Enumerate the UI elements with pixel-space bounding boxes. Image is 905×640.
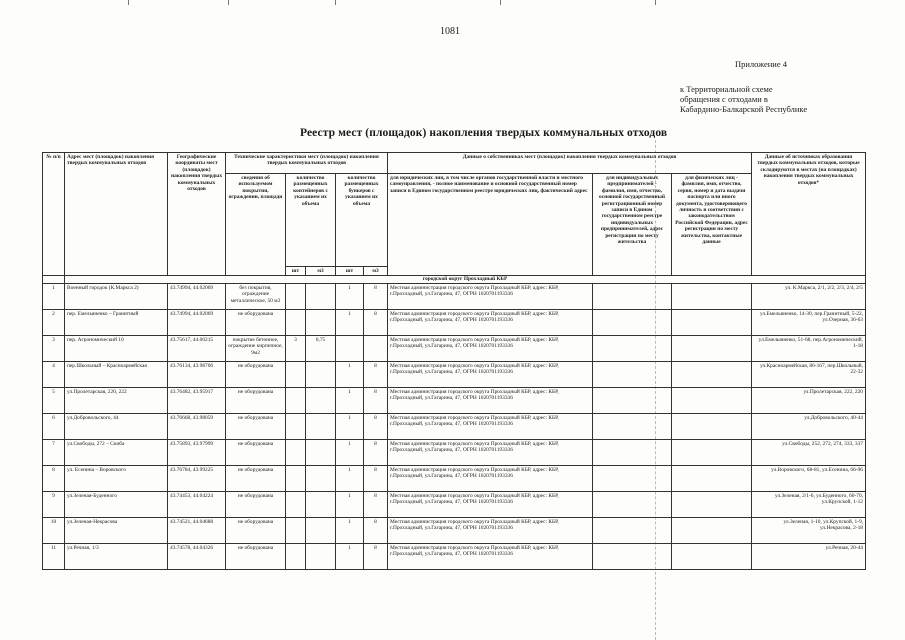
row-number: 6	[43, 413, 65, 439]
row-bunkers-volume: 8	[364, 413, 388, 439]
row-address: пер. Агрономический 10	[65, 335, 168, 361]
appendix-line-4: Кабардино-Балкарской Республике	[680, 104, 808, 114]
header-num: № п/п	[43, 153, 65, 276]
header-tech: Технические характеристики мест (площадок) накопления твердых коммунальных отходов	[226, 153, 388, 174]
row-bunkers-volume	[364, 335, 388, 361]
row-number: 8	[43, 465, 65, 491]
row-owner: Местная администрация городского округа Прохладный КБР, адрес: КБР, г.Прохладный, ул.Гагарина, 47, ОГРН 1020701193336	[388, 517, 593, 543]
row-containers-volume	[306, 283, 336, 309]
header-legal: для юридических лиц, в том числе органов государственной власти и местного самоуправления, - полное наименование и основной государственный номер записи в Едином государственном реестре юридических лиц, фактический адрес	[388, 174, 593, 276]
row-bunkers-count: 1	[336, 283, 364, 309]
row-surface: не оборудована	[226, 413, 286, 439]
row-bunkers-volume: 8	[364, 361, 388, 387]
row-sources: ул.Красноармейская, 86-167, пер.Школьный, 22-32	[752, 361, 866, 387]
row-number: 5	[43, 387, 65, 413]
table-row	[43, 543, 866, 569]
row-number: 9	[43, 491, 65, 517]
header-coords: Географические координаты мест (площадок) накопления твердых коммунальных отходов	[168, 153, 226, 276]
row-number: 3	[43, 335, 65, 361]
row-phys	[672, 387, 752, 413]
row-containers-volume	[306, 465, 336, 491]
row-bunkers-volume: 8	[364, 491, 388, 517]
row-containers-volume	[306, 361, 336, 387]
table-row	[43, 309, 866, 335]
row-containers-count	[286, 361, 306, 387]
row-ip	[593, 465, 672, 491]
header-sources: Данные об источниках образования твердых коммунальных отходов, которые складируются в местах (на площадках) накопления твердых коммунальных отходов*	[752, 153, 866, 276]
row-bunkers-volume: 8	[364, 543, 388, 569]
page-number: 1081	[440, 26, 460, 37]
row-surface: не оборудована	[226, 491, 286, 517]
row-bunkers-volume: 8	[364, 517, 388, 543]
row-surface: не оборудована	[226, 465, 286, 491]
row-bunkers-volume: 8	[364, 283, 388, 309]
row-coords: 43.76482, 43.95917	[168, 387, 226, 413]
row-phys	[672, 361, 752, 387]
row-owner: Местная администрация городского округа Прохладный КБР, адрес: КБР, г.Прохладный, ул.Гагарина, 47, ОГРН 1020701193336	[388, 361, 593, 387]
row-containers-count	[286, 491, 306, 517]
row-coords: 43.76784, 43.99225	[168, 465, 226, 491]
row-ip	[593, 309, 672, 335]
table-header	[43, 153, 866, 276]
row-ip	[593, 491, 672, 517]
row-containers-count: 3	[286, 335, 306, 361]
row-ip	[593, 543, 672, 569]
row-bunkers-count	[336, 335, 364, 361]
row-number: 4	[43, 361, 65, 387]
table-body	[43, 276, 866, 569]
row-ip	[593, 387, 672, 413]
document-title: Реестр мест (площадок) накопления твердых коммунальных отходов	[300, 127, 668, 139]
header-surface: сведения об используемом покрытии, ограждении, площади	[226, 174, 286, 276]
row-surface: не оборудована	[226, 309, 286, 335]
appendix-line-3: обращения с отходами в	[680, 94, 768, 104]
row-ip	[593, 413, 672, 439]
row-phys	[672, 413, 752, 439]
section-title: городской округ Прохладный КБР	[65, 276, 866, 283]
row-containers-count	[286, 543, 306, 569]
scan-mark	[228, 0, 229, 5]
row-coords: 43.74578, 44.04326	[168, 543, 226, 569]
row-owner: Местная администрация городского округа Прохладный КБР, адрес: КБР, г.Прохладный, ул.Гагарина, 47, ОГРН 1020701193336	[388, 465, 593, 491]
row-address: Военный городок (К.Маркса 2)	[65, 283, 168, 309]
row-coords: 43.74521, 44.04688	[168, 517, 226, 543]
row-number: 10	[43, 517, 65, 543]
row-owner: Местная администрация городского округа Прохладный КБР, адрес: КБР, г.Прохладный, ул.Гагарина, 47, ОГРН 1020701193336	[388, 491, 593, 517]
row-number: 2	[43, 309, 65, 335]
row-phys	[672, 309, 752, 335]
table-row	[43, 465, 866, 491]
row-bunkers-volume: 8	[364, 309, 388, 335]
row-containers-volume: 0,75	[306, 335, 336, 361]
row-bunkers-count: 1	[336, 387, 364, 413]
header-phys: для физических лиц - фамилия, имя, отчество, серия, номер и дата выдачи паспорта или иного документа, удостоверяющего личность в соответствии с законодательством Российской Федерации, адрес регистрации по месту жительства, контактные данные	[672, 174, 752, 276]
row-address: ул.Речная, 1/3	[65, 543, 168, 569]
row-owner: Местная администрация городского округа Прохладный КБР, адрес: КБР, г.Прохладный, ул.Гагарина, 47, ОГРН 1020701193336	[388, 439, 593, 465]
header-owners: Данные о собственниках мест (площадок) накопления твердых коммунальных отходов	[388, 153, 752, 174]
table-row	[43, 335, 866, 361]
row-bunkers-count: 1	[336, 413, 364, 439]
row-ip	[593, 439, 672, 465]
unit-sht: шт	[286, 267, 306, 276]
row-owner: Местная администрация городского округа Прохладный КБР, адрес: КБР, г.Прохладный, ул.Гагарина, 47, ОГРН 1020701193336	[388, 387, 593, 413]
row-owner: Местная администрация городского округа Прохладный КБР, адрес: КБР, г.Прохладный, ул.Гагарина, 47, ОГРН 1020701193336	[388, 309, 593, 335]
row-phys	[672, 517, 752, 543]
row-phys	[672, 283, 752, 309]
row-containers-volume	[306, 517, 336, 543]
row-address: ул.Пролетарская, 220, 222	[65, 387, 168, 413]
row-coords: 43.74994, 44.02069	[168, 283, 226, 309]
row-ip	[593, 335, 672, 361]
table-row	[43, 283, 866, 309]
unit-m3: м3	[306, 267, 336, 276]
row-address: ул.Зеленая-Буденного	[65, 491, 168, 517]
row-containers-count	[286, 517, 306, 543]
row-bunkers-count: 1	[336, 439, 364, 465]
row-phys	[672, 543, 752, 569]
row-containers-count	[286, 283, 306, 309]
table-row	[43, 387, 866, 413]
row-bunkers-volume: 8	[364, 387, 388, 413]
row-sources: ул.Емельяненко, 14-30, пер.Гранитный, 5-22, ул.Озерная, 36-63	[752, 309, 866, 335]
row-containers-volume	[306, 439, 336, 465]
row-address: ул.Добровольского, 44	[65, 413, 168, 439]
row-containers-count	[286, 439, 306, 465]
table-row	[43, 517, 866, 543]
scan-mark	[500, 0, 501, 5]
row-phys	[672, 439, 752, 465]
table-row	[43, 361, 866, 387]
row-bunkers-volume: 8	[364, 465, 388, 491]
row-sources: ул.Свободы, 252, 272, 274, 333, 337	[752, 439, 866, 465]
row-address: ул.Зеленая-Некрасова	[65, 517, 168, 543]
row-owner: Местная администрация городского округа Прохладный КБР, адрес: КБР, г.Прохладный, ул.Гагарина, 47, ОГРН 1020701193336	[388, 283, 593, 309]
registry-table	[42, 152, 866, 570]
row-sources: ул.Пролетарская, 222, 220	[752, 387, 866, 413]
row-surface: не оборудована	[226, 361, 286, 387]
row-coords: 43.75617, 44.00215	[168, 335, 226, 361]
row-owner: Местная администрация городского округа Прохладный КБР, адрес: КБР, г.Прохладный, ул.Гагарина, 47, ОГРН 1020701193336	[388, 413, 593, 439]
header-bunkers: количество размещенных бункеров с указанием их объема	[336, 174, 388, 267]
row-containers-count	[286, 413, 306, 439]
row-coords: 43.76668, 43.98059	[168, 413, 226, 439]
row-containers-volume	[306, 491, 336, 517]
row-containers-count	[286, 387, 306, 413]
row-phys	[672, 491, 752, 517]
row-phys	[672, 335, 752, 361]
row-address: пер. Емельяненко – Гранитный	[65, 309, 168, 335]
row-containers-count	[286, 465, 306, 491]
row-coords: 43.76134, 43.98706	[168, 361, 226, 387]
row-bunkers-count: 1	[336, 517, 364, 543]
row-bunkers-count: 1	[336, 465, 364, 491]
row-address: пер.Школьный – Красноармейская	[65, 361, 168, 387]
row-number: 1	[43, 283, 65, 309]
row-surface: не оборудована	[226, 439, 286, 465]
unit-m3: м3	[364, 267, 388, 276]
row-ip	[593, 283, 672, 309]
table-row	[43, 439, 866, 465]
row-containers-volume	[306, 309, 336, 335]
row-surface: не оборудована	[226, 517, 286, 543]
row-coords: 43.74453, 44.04224	[168, 491, 226, 517]
row-sources: ул. К.Маркса, 2/1, 2/2, 2/3, 2/4, 2/5	[752, 283, 866, 309]
row-bunkers-count: 1	[336, 491, 364, 517]
row-phys	[672, 465, 752, 491]
row-bunkers-count: 1	[336, 361, 364, 387]
row-surface: без покрытия, ограждение металлическое, 50 м2	[226, 283, 286, 309]
row-sources: ул.Воровского, 68-81, ул.Есенина, 66-96	[752, 465, 866, 491]
row-containers-volume	[306, 387, 336, 413]
row-surface: не оборудована	[226, 543, 286, 569]
header-containers: количество размещенных контейнеров с указанием их объема	[286, 174, 336, 267]
row-coords: 43.74994, 44.02069	[168, 309, 226, 335]
row-bunkers-count: 1	[336, 309, 364, 335]
scan-mark	[128, 0, 129, 5]
row-owner: Местная администрация городского округа Прохладный КБР, адрес: КБР, г.Прохладный, ул.Гагарина, 47, ОГРН 1020701193336	[388, 543, 593, 569]
row-number: 7	[43, 439, 65, 465]
row-bunkers-volume: 8	[364, 439, 388, 465]
unit-sht: шт	[336, 267, 364, 276]
scan-mark	[335, 0, 336, 5]
row-number: 11	[43, 543, 65, 569]
table-row	[43, 491, 866, 517]
row-sources: ул.Зеленая, 2/1-6, ул.Буденного, 60-70, ул.Крупской, 1-12	[752, 491, 866, 517]
row-sources: ул.Емельяненко, 51-68, пер.Агрономический, 1-18	[752, 335, 866, 361]
row-surface: не оборудована	[226, 387, 286, 413]
row-address: ул.Свободы, 272 – Скиба	[65, 439, 168, 465]
row-containers-volume	[306, 413, 336, 439]
row-bunkers-count: 1	[336, 543, 364, 569]
row-sources: ул.Зеленая, 1-10, ул.Крупской, 1-9, ул.Некрасова, 2-18	[752, 517, 866, 543]
row-ip	[593, 361, 672, 387]
header-address: Адрес мест (площадок) накопления твердых коммунальных отходов	[65, 153, 168, 276]
row-ip	[593, 517, 672, 543]
row-coords: 43.75893, 43.97999	[168, 439, 226, 465]
row-surface: покрытие бетонное, ограждение кирпичное, 9м2	[226, 335, 286, 361]
appendix-line-2: к Территориальной схеме	[680, 84, 773, 94]
header-ip: для индивидуальных предпринимателей - фамилия, имя, отчество, основной государственный регистрационный номер записи в Едином государственном реестре индивидуальных предпринимателей, адрес регистрации по месту жительства	[593, 174, 672, 276]
row-containers-count	[286, 309, 306, 335]
row-owner: Местная администрация городского округа Прохладный КБР, адрес: КБР, г.Прохладный, ул.Гагарина, 47, ОГРН 1020701193336	[388, 335, 593, 361]
table-row	[43, 413, 866, 439]
row-sources: ул.Добровольского, 40-44	[752, 413, 866, 439]
scan-mark	[655, 0, 656, 5]
row-sources: ул.Речная, 20-44	[752, 543, 866, 569]
appendix-label: Приложение 4	[735, 59, 787, 69]
row-containers-volume	[306, 543, 336, 569]
row-address: ул. Есенина – Воровского	[65, 465, 168, 491]
